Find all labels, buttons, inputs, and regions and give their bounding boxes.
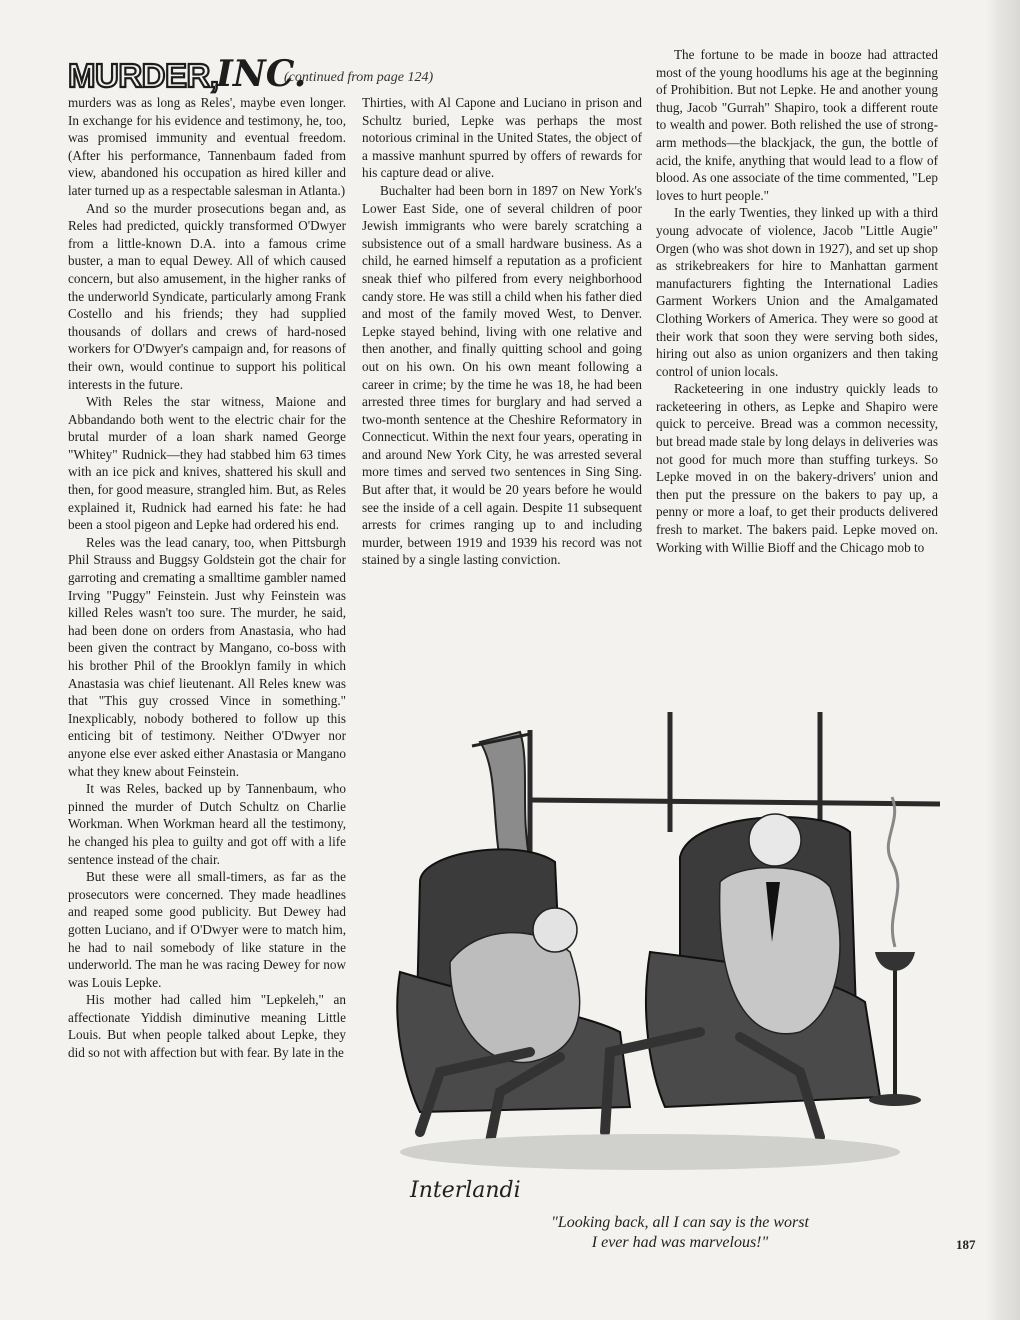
cartoon-caption xyxy=(470,1213,890,1253)
cartoon-illustration xyxy=(380,712,940,1212)
caption-line: "Looking back, all I can say is the worst xyxy=(551,1214,809,1231)
paragraph: It was Reles, backed up by Tannenbaum, who pinned the murder of Dutch Schultz on Charlie Workman. When Workman heard all the testimony, he changed his plea to guilty and got off with a life sentence instead of the chair. xyxy=(68,781,346,867)
paragraph: Reles was the lead canary, too, when Pittsburgh Phil Strauss and Buggsy Goldstein got the chair for garroting and cremating a smalltime gambler named Irving "Puggy" Feinstein. Just why Feinstein was killed Reles wasn't too sure. The murder, he said, had been done on orders from Anastasia, who had been given the contract by Mangano, co-boss with his brother Phil of the Brooklyn family in which Anastasia was chief lieutenant. All Reles knew was that "This guy crossed Vince in something." Inexplicably, nobody bothered to follow up this enticing bit of testimony. Neither O'Dwyer nor anyone else ever asked either Anastasia or Mangano what they knew about Feinstein. xyxy=(68,534,346,779)
article-logo: MURDER, xyxy=(68,57,219,94)
paragraph: But these were all small-timers, as far as the prosecutors were concerned. They made headlines and reaped some good publicity. But Dewey had gotten Luciano, and if O'Dwyer were to match him, he had to nail somebody of like stature in the underworld. The man he was racing Dewey for now was Louis Lepke. xyxy=(68,869,346,990)
paragraph: Thirties, with Al Capone and Luciano in prison and Schultz buried, Lepke was perhaps the most notorious criminal in the United States, the object of a massive manhunt spurred by offers of rewards for his capture dead or alive. xyxy=(362,95,642,181)
continued-note: (continued from page 124) xyxy=(284,70,434,85)
paragraph: His mother had called him "Lepkeleh," an affectionate Yiddish diminutive meaning Little Louis. But when people talked about Lepke, they did so not with affection but with fear. By late in the xyxy=(68,992,346,1061)
text-column-3 xyxy=(656,46,938,614)
text-column-1 xyxy=(68,94,346,1264)
page-number: 187 xyxy=(956,1237,976,1252)
illustrator-signature: Interlandi xyxy=(410,1178,521,1203)
article-logo-script: INC. xyxy=(216,53,307,95)
paragraph: With Reles the star witness, Maione and Abbandando both went to the electric chair for the brutal murder of a loan shark named George "Whitey" Rudnick—they had stabbed him 63 times with an ice pick and knives, shattered his skull and then, for good measure, strangled him. But, as Reles explained it, Rudnick had earned his fate: he had been a stool pigeon and Lepke had ordered his end. xyxy=(68,394,346,533)
caption-line: I ever had was marvelous!" xyxy=(591,1234,769,1251)
paragraph: Racketeering in one industry quickly leads to racketeering in others, as Lepke and Shapiro were quick to perceive. Bread was a common necessity, but bread made stale by long delays in deliveries was not good for much more than stuffing turkeys. So Lepke moved in on the bakery-drivers' union and then put the pressure on the bakers to pay up, a penny or more a loaf, to get their products delivered fresh to market. The bakers paid. Lepke moved on. Working with Willie Bioff and the Chicago mob to xyxy=(656,381,938,555)
paragraph: Buchalter had been born in 1897 on New York's Lower East Side, one of several children of poor Jewish immigrants who were barely scratching a subsistence out of a small hardware business. As a child, he earned himself a reputation as a proficient sneak thief who pilfered from every neighborhood candy store. He was still a child when his father died and most of the family moved West, to Denver. Lepke stayed behind, living with one relative and then another, and finally quitting school and going out on his own. On his own meant following a career in crime; by the time he was 18, he had been arrested three times for burglary and had served a two-month sentence at the Cheshire Reformatory in Connecticut. Within the next four years, operating in and around New York City, he was arrested several more times and served two sentences in Sing Sing. But after that, it would be 20 years before he would see the inside of a cell again. Despite 11 subsequent arrests for crimes ranging up to and including murder, between 1919 and 1939 his record was not stained by a single lasting conviction. xyxy=(362,182,642,568)
paragraph: And so the murder prosecutions began and, as Reles had predicted, quickly transformed O'Dwyer from a little-known D.A. into a famous crime buster, a man to equal Dewey. All of which caused concern, but also amusement, in the higher ranks of the underworld Syndicate, particularly among Frank Costello and his friends; they had supplied thousands of dollars and crews of hard-nosed workers for O'Dwyer's campaign and, for reasons of their own, would continue to support his political interests in the future. xyxy=(68,200,346,392)
paragraph: In the early Twenties, they linked up with a third young advocate of violence, Jacob "Little Augie" Orgen (who was shot down in 1927), and set up shop as strikebreakers for hire to Manhattan garment manufacturers fighting the International Ladies Garment Workers Union and the Amalgamated Clothing Workers of America. They were so good at their work that soon they were serving both sides, hiring out also as union organizers and then taking control of union locals. xyxy=(656,205,938,379)
paragraph: The fortune to be made in booze had attracted most of the young hoodlums his age at the beginning of Prohibition. But not Lepke. He and another young thug, Jacob "Gurrah" Shapiro, took a different route to wealth and power. Both relished the use of strong-arm methods—the blackjack, the gun, the bottle of acid, the knife, anything that would lead to a flow of blood. As one associate of the time commented, "Lep loves to hurt people." xyxy=(656,47,938,203)
text-column-2 xyxy=(362,94,642,568)
paragraph: murders was as long as Reles', maybe even longer. In exchange for his evidence and testimony, he, too, was promised immunity and eventual freedom. (After his performance, Tannenbaum faded from view, abandoned his occupation as hired killer and later turned up as a respectable salesman in Atlanta.) xyxy=(68,95,346,198)
page-edge xyxy=(986,0,1020,1320)
